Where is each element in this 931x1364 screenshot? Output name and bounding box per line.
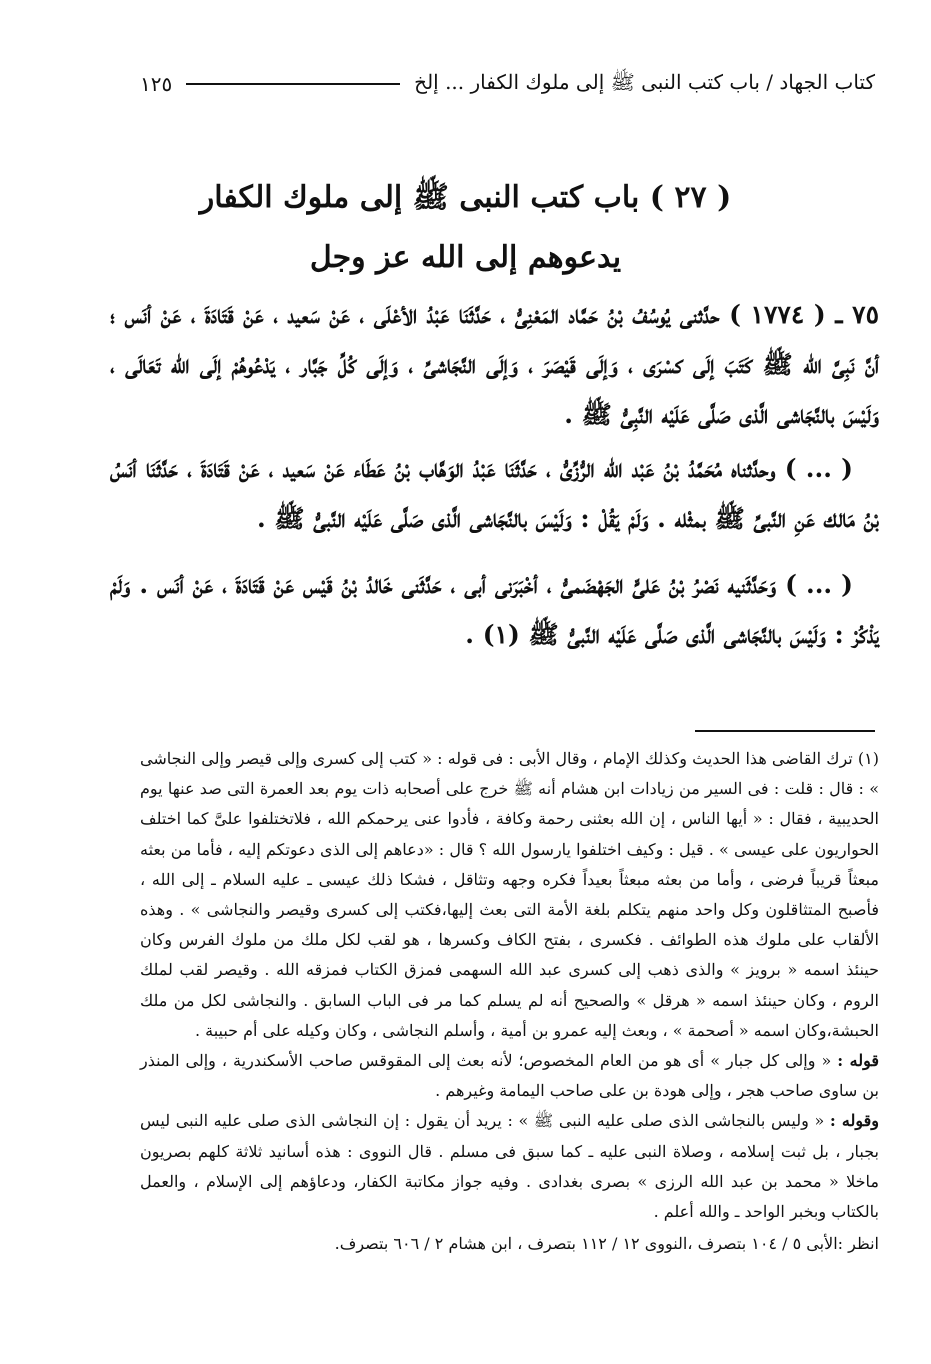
hadith-paragraph-1: ٧٥ ـ ( ١٧٧٤ ) حدَّثنى يُوسُفُ بْنُ حَمَّاد المَعْنِىُّ ، حَدَّثَنَا عَبْدُ الأعْلَى ، عَنْ سَعيد ، عَنْ قَتَادَةَ ، عَنْ أنَس ؛ أنَّ نَبِىَّ الله ﷺ كَتَبَ إلَى كسْرَى ، وَإلَى قَيْصَرَ ، وَإلَى النَّجَاشىِّ ، وَإلَى كُلِّ جَبَّار ، يَدْعُوهُمْ إلَى الله تَعَالَى ، وَلَيْسَ بالنَّجَاشى الَّذى صَلَّى عَلَيْه النَّبِىُّ ﷺ .	[110, 300, 879, 429]
footnote-references: انظر :الأبى ٥ / ١٠٤ بتصرف ،النووى ١٢ / ١١٢ بتصرف ، ابن هشام ٢ / ٦٠٦ بتصرف.	[334, 1234, 879, 1254]
footnote-3-text: « وليس بالنجاشى الذى صلى عليه النبى ﷺ » : يريد أن يقول : إن النجاشى الذى صلى عليه النبى ليس بجبار ، بل ثبت إسلامه ، وصلاة النبى عليه ـ كما سبق فى مسلم . قال النووى : هذه أسانيد ثلاثة كلهم بصريون ماخلا « محمد بن عبد الله الرزى » بصرى بغدادى . وفيه جواز مكاتبة الكفار، ودعاؤهم إلى الإسلام ، والعمل بالكتاب وبخبر الواحد ـ والله أعلم .	[140, 1111, 879, 1222]
header-rule	[186, 83, 400, 85]
page-number: ١٢٥	[140, 72, 173, 96]
running-title: كتاب الجهاد / باب كتب النبى ﷺ إلى ملوك الكفار ... إلخ	[414, 69, 875, 94]
footnote-1: (١) ترك القاضى هذا الحديث وكذلك الإمام ، وقال الأبى : فى قوله : « كتب إلى كسرى وإلى قيصر وإلى النجاشى » : قال : قلت : فى السير من زيادات ابن هشام أنه ﷺ خرج على أصحابه ذات يوم بعد العمرة التى صد عنها يوم الحديبية ، فقال : « أيها الناس ، إن الله بعثنى رحمة وكافة ، فأدوا عنى يرحمكم الله ، فلاتختلفوا علىَّ كما اختلف الحواريون على عيسى » . قيل : وكيف اختلفوا يارسول الله ؟ قال : «دعاهم إلى الذى دعوتكم إليه ، فأما من بعثه مبعثاً قريباً فرضى ، وأما من بعثه مبعثاً بعيداً فكره وجهه وتثاقل ، فشكا ذلك عيسى ـ عليه السلام ـ إلى الله ، فأصبح المتثاقلون وكل واحد منهم يتكلم بلغة الأمة التى بعث إليها،فكتب إلى كسرى وقيصر والنجاشى » . وهذه الألقاب على ملوك هذه الطوائف . فكسرى ، بفتح الكاف وكسرها ، هو لقب لكل ملك من ملوك الفرس وكان حينئذ اسمه « برويز » والذى ذهب إلى كسرى عبد الله السهمى فمزق الكتاب فمزقه الله . وقيصر لقب لملك الروم ، وكان حينئذ اسمه « هرقل » والصحيح أنه لم يسلم كما مر فى الباب السابق . والنجاشى لكل من ملك الحبشة،وكان اسمه « أصحمة » ، وبعث إليه عمرو بن أمية ، وأسلم النجاشى ، وكان وكيله على أم حبيبة .	[140, 749, 879, 1040]
footnote-3	[140, 1106, 879, 1227]
footnote-2	[140, 1046, 879, 1106]
hadith-paragraph-3: ( ... ) وَحَدَّثَنيه نَصْرُ بْنُ عَلىٍّ الجَهْضَمىُّ ، أخْبَرَنى أبى ، حَدَّثَنى خَالدُ بْنُ قَيْس عَنْ قَتَادَةَ ، عَنْ أنَس . وَلَمْ يَذْكُرْ : وَلَيْسَ بالنَّجَاشى الَّذى صَلَّى عَلَيْه النَّبىُّ ﷺ (١) .	[110, 570, 879, 649]
hadith-paragraph-2: ( ... ) وحدَّثناه مُحَمَّدُ بْنُ عَبْد الله الرُّزِّىُّ ، حَدَّثَنَا عَبْدُ الوَهَّاب بْنُ عَطَاء عَنْ سَعيد ، عَنْ قَتَادَةَ ، حَدَّثَنَا أنَسُ بْنُ مَالك عَنِ النَّبىِّ ﷺ بمثْله . وَلَمْ يَقُلْ : وَلَيْسَ بالنَّجَاشى الَّذى صَلَّى عَلَيْه النَّبىُّ ﷺ .	[110, 454, 879, 533]
footnotes	[140, 744, 879, 1259]
chapter-title-line-1: ( ٢٧ ) باب كتب النبى ﷺ إلى ملوك الكفار	[199, 180, 732, 215]
chapter-heading	[60, 168, 871, 288]
chapter-title-line-2: يدعوهم إلى الله عز وجل	[309, 240, 622, 275]
running-header	[140, 66, 875, 102]
footnote-separator	[695, 730, 875, 732]
footnote-2-text: « وإلى كل جبار » أى هو من العام المخصوص؛ لأنه بعث إلى المقوقس صاحب الأسكندرية ، وإلى المنذر بن ساوى صاحب هجر ، وإلى هودة بن على صاحب اليمامة وغيرهم .	[140, 1051, 879, 1101]
footnote-2-lead: قوله :	[837, 1051, 880, 1071]
hadith-text	[110, 290, 879, 664]
footnote-3-lead: وقوله :	[829, 1111, 880, 1131]
